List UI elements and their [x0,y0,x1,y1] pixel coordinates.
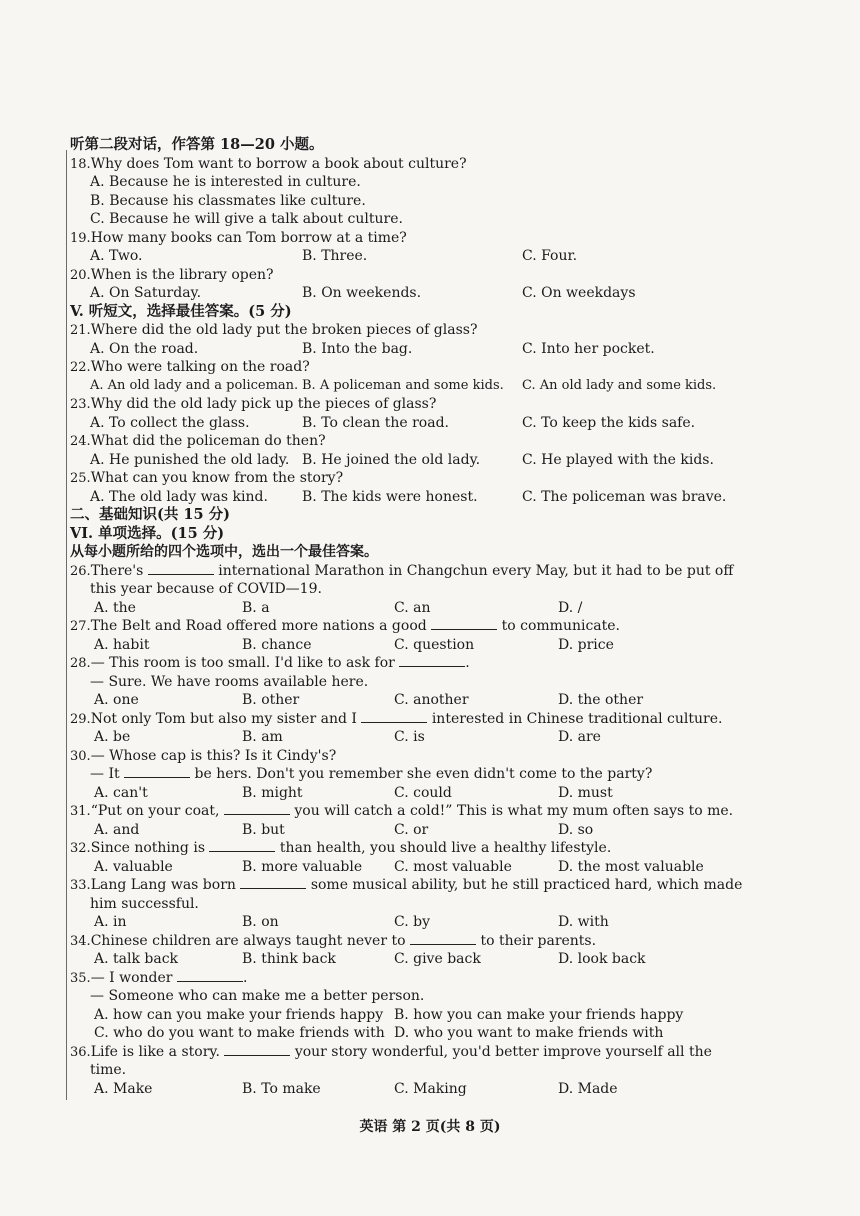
options-33 [70,913,750,932]
option-31d: D. so [558,821,594,838]
options-34 [70,950,750,969]
option-21b: B. Into the bag. [302,340,413,357]
question-32: 32.Since nothing is than health, you should live a healthy lifestyle. [70,840,612,856]
part-2-title: 二、基础知识(共 15 分) [70,506,230,523]
question-23: 23.Why did the old lady pick up the pieces of glass? [70,396,437,412]
option-35c: C. who do you want to make friends with [94,1025,385,1041]
option-26c: C. an [394,599,431,616]
option-29a: A. be [94,729,131,745]
question-34: 34.Chinese children are always taught never to to their parents. [70,932,597,949]
answer-blank [224,802,290,815]
answer-blank [124,765,190,778]
option-22c: C. An old lady and some kids. [522,377,717,393]
options-28 [70,691,750,710]
option-20a: A. On Saturday. [90,285,202,301]
question-35-cont: — Someone who can make me a better person. [90,988,425,1004]
option-30c: C. could [394,784,452,801]
question-19: 19.How many books can Tom borrow at a time? [70,229,407,246]
question-18: 18.Why does Tom want to borrow a book about culture? [70,155,467,172]
options-23 [70,414,750,433]
option-36d: D. Made [558,1080,618,1097]
question-24: 24.What did the policeman do then? [70,433,326,449]
option-33b: B. on [242,914,279,930]
options-35-ab [70,1006,750,1025]
answer-blank [209,839,275,852]
options-36 [70,1080,750,1099]
options-35-cd [70,1024,750,1043]
question-26-cont: this year because of COVID—19. [90,581,322,597]
option-18b: B. Because his classmates like culture. [90,192,366,209]
option-30d: D. must [558,784,613,801]
answer-blank [399,654,465,667]
option-22b: B. A policeman and some kids. [302,377,504,393]
option-30a: A. can't [94,784,148,801]
options-20 [70,284,750,303]
answer-blank [224,1043,290,1056]
question-21: 21.Where did the old lady put the broken pieces of glass? [70,322,478,338]
options-32 [70,858,750,877]
question-27: 27.The Belt and Road offered more nations a good to communicate. [70,618,621,634]
option-25b: B. The kids were honest. [302,488,478,505]
option-30b: B. might [242,784,303,801]
option-29b: B. am [242,729,283,745]
options-24 [70,451,750,470]
option-29d: D. are [558,729,601,745]
question-36: 36.Life is like a story. your story wonderful, you'd better improve yourself all the [70,1043,712,1060]
question-31: 31.“Put on your coat, you will catch a cold!” This is what my mum often says to me. [70,803,734,819]
option-21c: C. Into her pocket. [522,340,655,357]
option-27a: A. habit [94,636,150,653]
option-23b: B. To clean the road. [302,414,449,431]
option-27c: C. question [394,636,475,653]
option-28c: C. another [394,692,469,708]
options-29 [70,728,750,747]
question-22: 22.Who were talking on the road? [70,359,310,375]
option-28b: B. other [242,692,300,708]
option-29c: C. is [394,729,425,745]
option-18c: C. Because he will give a talk about culture. [90,211,403,227]
option-33c: C. by [394,914,430,930]
option-19b: B. Three. [302,248,368,264]
section-6-instructions: 从每小题所给的四个选项中，选出一个最佳答案。 [70,544,378,560]
option-32d: D. the most valuable [558,858,704,875]
option-23a: A. To collect the glass. [90,414,250,431]
option-28d: D. the other [558,692,644,708]
option-35b: B. how you can make your friends happy [394,1006,684,1023]
question-25: 25.What can you know from the story? [70,470,344,486]
question-30-cont: — It be hers. Don't you remember she even didn't come to the party? [90,766,653,782]
options-26 [70,599,750,618]
option-22a: A. An old lady and a policeman. [90,377,299,393]
options-19 [70,247,750,266]
question-30: 30.— Whose cap is this? Is it Cindy's? [70,747,337,764]
answer-blank [410,932,476,945]
option-32a: A. valuable [94,858,173,875]
option-34b: B. think back [242,951,336,967]
option-18a: A. Because he is interested in culture. [90,174,361,190]
option-31a: A. and [94,821,140,838]
option-27d: D. price [558,636,614,653]
question-29: 29.Not only Tom but also my sister and I interested in Chinese traditional culture. [70,710,723,727]
option-28a: A. one [94,692,139,708]
options-25 [70,488,750,507]
question-35: 35.— I wonder . [70,969,248,986]
page-footer: 英语 第 2 页(共 8 页) [359,1119,501,1135]
question-33: 33.Lang Lang was born some musical ability, but he still practiced hard, which made [70,877,743,893]
section-6-title: VI. 单项选择。(15 分) [70,524,225,542]
section-b-intro: 听第二段对话，作答第 18—20 小题。 [70,136,324,153]
option-26a: A. the [94,599,136,616]
options-22 [70,377,750,396]
option-34a: A. talk back [94,951,179,967]
option-36b: B. To make [242,1080,321,1097]
question-36-cont: time. [90,1062,127,1078]
answer-blank [240,876,306,889]
options-31 [70,821,750,840]
answer-blank [361,710,427,723]
option-32c: C. most valuable [394,858,512,875]
option-31c: C. or [394,821,429,838]
answer-blank [148,562,214,575]
exam-content [70,136,750,1098]
option-33a: A. in [94,914,127,930]
option-23c: C. To keep the kids safe. [522,414,696,431]
question-28-cont: — Sure. We have rooms available here. [90,673,369,690]
option-33d: D. with [558,914,609,930]
option-35a: A. how can you make your friends happy [94,1006,384,1023]
options-21 [70,340,750,359]
option-20c: C. On weekdays [522,285,636,301]
option-20b: B. On weekends. [302,285,422,301]
option-34d: D. look back [558,951,646,967]
question-28: 28.— This room is too small. I'd like to ask for . [70,655,470,671]
option-19c: C. Four. [522,248,578,264]
option-24c: C. He played with the kids. [522,451,714,468]
option-36a: A. Make [94,1080,153,1097]
binding-margin-line [66,150,67,1100]
question-26: 26.There's international Marathon in Changchun every May, but it had to be put off [70,562,734,579]
option-26b: B. a [242,599,270,616]
option-19a: A. Two. [90,248,143,264]
option-24b: B. He joined the old lady. [302,451,481,468]
option-36c: C. Making [394,1080,467,1097]
option-35d: D. who you want to make friends with [394,1025,664,1041]
question-20: 20.When is the library open? [70,266,274,283]
answer-blank [431,617,497,630]
option-34c: C. give back [394,951,481,967]
option-26d: D. / [558,599,583,616]
options-27 [70,636,750,655]
option-25c: C. The policeman was brave. [522,488,727,505]
question-33-cont: him successful. [90,895,199,912]
answer-blank [177,969,243,982]
option-32b: B. more valuable [242,858,363,875]
option-31b: B. but [242,821,285,838]
options-30 [70,784,750,803]
section-5-title: V. 听短文，选择最佳答案。(5 分) [70,302,292,320]
option-25a: A. The old lady was kind. [90,488,268,505]
option-27b: B. chance [242,636,312,653]
option-24a: A. He punished the old lady. [90,451,290,468]
option-21a: A. On the road. [90,340,199,357]
